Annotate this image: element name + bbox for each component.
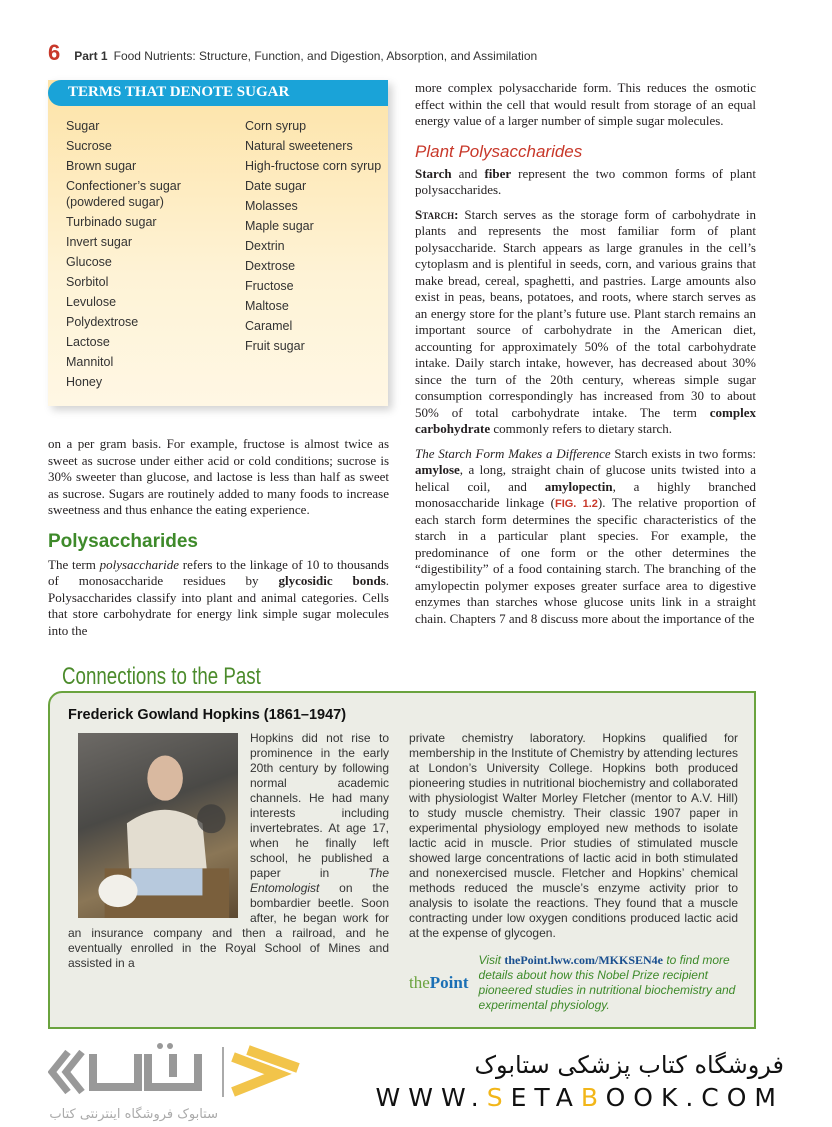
running-header-row [48,40,832,80]
sugar-term: Fruit sugar [245,339,305,353]
setabook-logo-mark [48,1042,313,1102]
sugar-term: Maple sugar [245,219,314,233]
figure-link[interactable]: FIG. 1.2 [554,498,598,510]
left-column-text [48,436,389,639]
sugar-column-2 [245,118,385,394]
store-website: WWW.SETABOOK.COM [375,1083,784,1112]
thepoint-link[interactable]: thePoint.lww.com/MKKSEN4e [504,953,663,967]
sugar-term: Caramel [245,319,293,333]
paragraph: Starch and fiber represent the two common forms of plant polysaccharides. [415,165,756,197]
sugar-box-title: TERMS THAT DENOTE SUGAR [48,80,388,106]
running-header [74,49,537,63]
sugar-term: Glucose [66,255,112,269]
sugar-term: Mannitol [66,355,114,369]
sugar-term: Maltose [245,299,289,313]
sugar-term: Polydextrose [66,315,139,329]
sugar-term: Sucrose [66,139,112,153]
sugar-term: Corn syrup [245,119,307,133]
logo-caption: ستابوک فروشگاه اینترنتی کتاب [49,1107,218,1122]
paragraph: more complex polysaccharide form. This reduces the osmotic effect within the cell that would result from storage of an equal energy value of a larger number of simple sugar molecules. [415,80,756,128]
sugar-term: High-fructose corn syrup [245,159,382,173]
two-column-body [48,80,756,647]
paragraph: on a per gram basis. For example, fructose is almost twice as sweet as sucrose under either acid or cold conditions; sucrose is 30% sweeter than glucose, and lactose is less than half as sweet as sucrose. Sugars are routinely added to many foods to increase sweetness and thus enhance the eating experience. [48,436,389,517]
sugar-column-1 [66,118,231,394]
paragraph: The term polysaccharide refers to the linkage of 10 to thousands of monosaccharide residues by glycosidic bonds. Polysaccharides classify into plant and animal categories. Cells that store carbohydrate for energy link simple sugar molecules into the [48,556,390,638]
sugar-term: Invert sugar [66,235,133,249]
sugar-term: Dextrin [245,239,285,253]
setabook-logo [48,1042,318,1122]
sugar-term: Levulose [66,295,117,309]
sugar-lists [48,106,388,394]
sugar-term: Honey [66,375,103,389]
biography-text-right: private chemistry laboratory. Hopkins qualified for membership in the Institute of Chemistry by attending lectures at London’s University College. Hopkins both produced pioneering studies in nutritional biochemistry and collaborated with physiologist Walter Morley Fletcher (mentor to A.V. Hill) to study muscle chemistry. Their classic 1907 paper in experimental physiology employed new methods to isolate lactic acid in muscle. Prior studies of stimulated muscle showed large concentrations of lactic acid in both stimulated and nonexercised muscle. Fletcher and Hopkins’ chemical methods reduced the muscle’s enzyme activity prior to analysis to isolate the reactions. They found that a muscle contracting under low oxygen conditions produced lactic acid at the expense of glycogen. [409,731,738,940]
store-name-persian: فروشگاه کتاب پزشکی ستابوک [474,1051,784,1079]
paragraph: The Starch Form Makes a Difference Starch exists in two forms: amylose, a long, straight chain of glucose units twisted into a helical coil, and amylopectin, a highly branched monosaccharide linkage (FIG. 1.2). The relative proportion of each starch form determines the specific characteristics of the starch in a particular plant species. For example, the predominance of one form or the other determines the “digestibility” of a food containing starch. The branching of the amylopectin polymer exposes greater surface area to digestive enzymes than starches whose glucose units link in a straight chain. Chapters 7 and 8 discuss more about the importance of the [415,445,756,626]
subsection-heading: Plant Polysaccharides [415,141,583,161]
sugar-term: Turbinado sugar [66,215,157,229]
left-column [48,80,389,647]
biography-text-beside-image: Hopkins did not rise to prominence in the early 20th century by following normal academic channels. He had many interests including invertebrates. At age 17, when he finally left school, he published a paper in The Entomologist on the bombardier beetle. Soon after, he began work [250,731,390,925]
page-number: 6 [48,40,61,65]
footer-text [376,1049,784,1115]
sugar-term: Dextrose [245,259,296,273]
sugar-term: Date sugar [245,179,307,193]
sugar-term: Confectioner’s sugar (powdered sugar) [66,179,181,209]
chapter-title: Food Nutrients: Structure, Function, and Digestion, Absorption, and Assimilation [113,49,538,63]
biography-right [409,731,738,1013]
biography-title: Frederick Gowland Hopkins (1861–1947) [68,707,347,723]
sugar-term: Sorbitol [66,275,109,289]
connections-heading: Connections to the Past [62,663,261,690]
biography-left [68,731,389,971]
sugar-term: Fructose [245,279,294,293]
thepoint-note: Visit thePoint.lww.com/MKKSEN4e to find more details about how this Nobel Prize recipient pioneered studies in nutritional biochemistry and experimental physiology. [478,953,736,1012]
watermark-footer [48,1037,784,1127]
sugar-term: Molasses [245,199,298,213]
thepoint-logo: thePoint [409,973,469,992]
section-heading: Polysaccharides [48,530,198,552]
connections-content [68,731,738,1013]
sugar-term: Lactose [66,335,110,349]
thepoint-row [409,953,738,1013]
biography-text-full: for an insurance company and then a railroad, and he eventually enrolled in the Royal School of Mines and assisted in a [68,911,390,970]
sugar-term: Sugar [66,119,100,133]
part-label: Part 1 [74,49,108,63]
sugar-terms-box [48,80,388,406]
paragraph: Starch: Starch serves as the storage form of carbohydrate in plants and represents the most familiar form of plant polysaccharide. Starch appears as large granules in the cell’s cytoplasm and is plentiful in seeds, corn, and various grains that make bread, cereal, spaghetti, and pastries. Large amounts also exist in peas, beans, potatoes, and roots, where starch serves as an energy store for the plant’s future use. Plant starch remains an important source of carbohydrate in the American diet, accounting for approximately 50% of the total carbohydrate intake. Daily starch intake, however, has decreased about 30% since the turn of the 20th century, whereas simple sugar consumption correspondingly has increased from 30 to about 50% of total carbohydrate intake. The term complex carbohydrate commonly refers to dietary starch. [415,206,756,436]
sugar-term: Natural sweeteners [245,139,353,153]
right-column-text [415,80,756,635]
sugar-term: Brown sugar [66,159,137,173]
hopkins-portrait-image [78,733,238,918]
connections-box [48,691,756,1029]
